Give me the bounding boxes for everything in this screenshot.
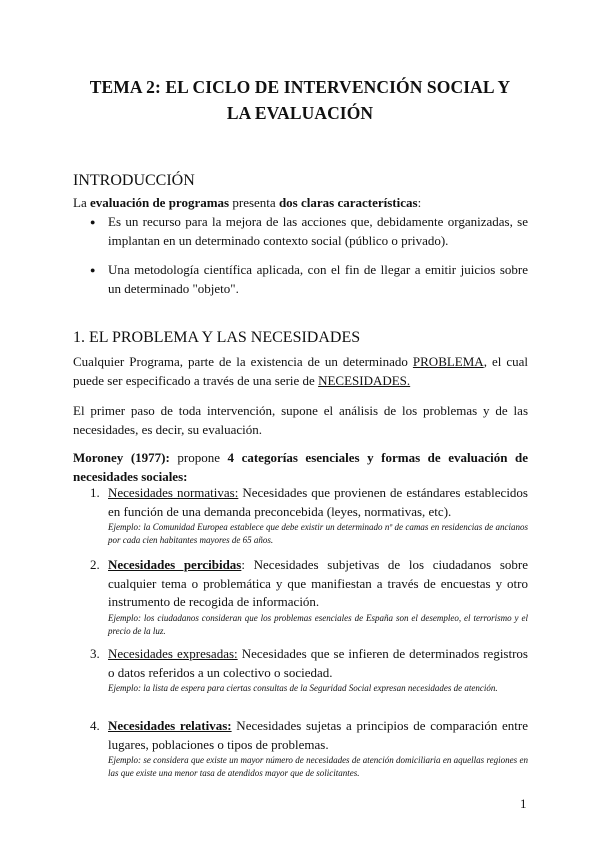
list-item bbox=[90, 717, 528, 780]
intro-lead-a: La bbox=[73, 195, 90, 210]
item-text: Necesidades sujetas a principios de comparación entre lugares, poblaciones o tipos de problemas. bbox=[108, 718, 529, 752]
list-item bbox=[90, 645, 528, 695]
item-number: 2. bbox=[90, 557, 100, 572]
item-label: Necesidades relativas: bbox=[108, 718, 232, 733]
p1-c: , el cual puede ser especificado a través de una serie de bbox=[73, 354, 528, 388]
bullet-icon: ● bbox=[90, 217, 96, 227]
section-paragraph-2: El primer paso de toda intervención, supone el análisis de los problemas y de las necesidades, es decir, su evaluación. bbox=[73, 403, 528, 437]
section-paragraph-1 bbox=[73, 353, 528, 390]
title-line-2: LA EVALUACIÓN bbox=[226, 103, 374, 123]
p1-problema: PROBLEMA bbox=[412, 354, 484, 369]
intro-bullet-text: Es un recurso para la mejora de las acciones que, debidamente organizadas, se implantan en un determinado contexto social (público o privado). bbox=[108, 214, 528, 248]
item-example: Ejemplo: la Comunidad Europea establece que debe existir un determinado nº de camas en residencias de ancianos por cada cien habitantes mayores de 65 años. bbox=[108, 522, 528, 545]
page-title bbox=[60, 74, 540, 126]
section-heading: 1. EL PROBLEMA Y LAS NECESIDADES bbox=[73, 329, 361, 346]
intro-lead-d: dos claras características bbox=[278, 195, 418, 210]
list-item bbox=[90, 556, 528, 638]
intro-lead-e: : bbox=[417, 195, 422, 210]
item-number: 4. bbox=[90, 718, 100, 733]
title-line-1: TEMA 2: EL CICLO DE INTERVENCIÓN SOCIAL Y bbox=[89, 77, 511, 97]
item-body bbox=[108, 645, 528, 682]
intro-lead bbox=[73, 194, 528, 213]
intro-bullet bbox=[90, 213, 528, 250]
item-text: Necesidades que se infieren de determinados registros o datos referidos a un colectivo o sociedad. bbox=[108, 646, 528, 680]
bullet-icon: ● bbox=[90, 265, 96, 275]
item-example: Ejemplo: se considera que existe un mayor número de necesidades de atención domiciliaria en aquellas regiones en las que existe una menor tasa de atendidos mayor que de solicitantes. bbox=[108, 755, 528, 778]
item-text: Necesidades que provienen de estándares establecidos en función de una demanda preconcebida (leyes, normativas, etc). bbox=[108, 485, 528, 519]
intro-bullet-text: Una metodología científica aplicada, con el fin de llegar a emitir juicios sobre un determinado "objeto". bbox=[108, 262, 528, 296]
p3-author: Moroney (1977): bbox=[73, 450, 170, 465]
section-paragraph-3 bbox=[73, 449, 528, 486]
p1-a: Cualquier Programa, parte de la existencia de un determinado bbox=[73, 354, 413, 369]
item-example: Ejemplo: los ciudadanos consideran que los problemas esenciales de España son el desempleo, el terrorismo y el precio de la luz. bbox=[108, 612, 528, 636]
item-label: Necesidades normativas: bbox=[108, 485, 239, 500]
intro-heading: INTRODUCCIÓN bbox=[73, 172, 195, 189]
intro-lead-c: presenta bbox=[229, 195, 279, 210]
list-item bbox=[90, 484, 528, 547]
page-number: 1 bbox=[520, 796, 527, 811]
item-body bbox=[108, 556, 528, 612]
item-number: 3. bbox=[90, 646, 100, 661]
intro-lead-b: evaluación de programas bbox=[89, 195, 230, 210]
p3-c: 4 categorías esenciales y formas de evaluación de necesidades sociales: bbox=[73, 450, 528, 484]
item-body bbox=[108, 717, 528, 754]
item-body bbox=[108, 484, 528, 521]
item-text: : Necesidades subjetivas de los ciudadanos sobre cualquier tema o problemática y que manifiestan a través de encuestas y otro instrumento de recogida de información. bbox=[108, 557, 528, 609]
item-label: Necesidades percibidas bbox=[108, 557, 242, 572]
item-number: 1. bbox=[90, 485, 100, 500]
item-example: Ejemplo: la lista de espera para ciertas consultas de la Seguridad Social expresan necesidades de atención. bbox=[108, 683, 498, 693]
intro-bullet bbox=[90, 261, 528, 298]
p1-necesidades: NECESIDADES. bbox=[318, 372, 411, 388]
item-label: Necesidades expresadas: bbox=[108, 646, 238, 661]
p3-b: propone bbox=[169, 450, 228, 465]
